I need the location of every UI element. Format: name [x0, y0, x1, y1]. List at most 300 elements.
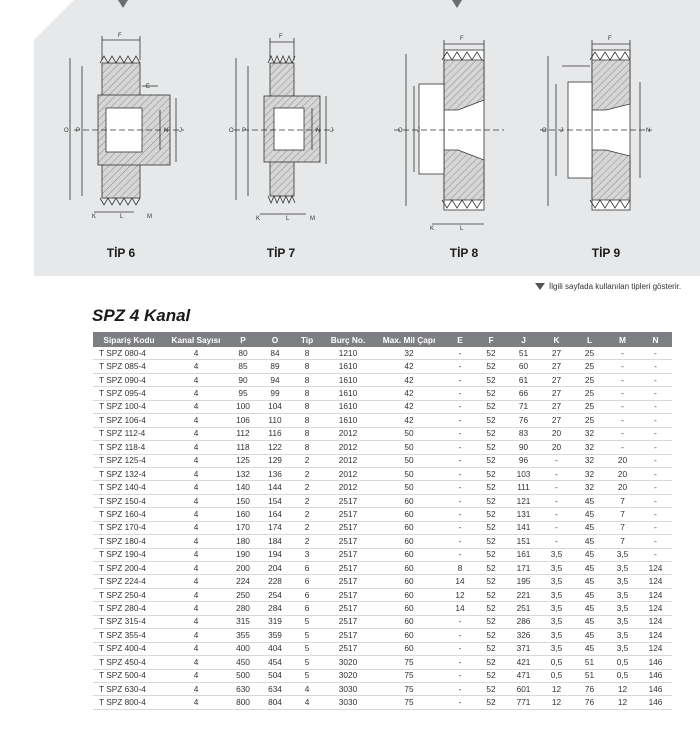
table-cell: 60: [373, 588, 445, 601]
table-cell: 1610: [323, 387, 373, 400]
table-cell: T SPZ 118-4: [93, 441, 165, 454]
table-cell: T SPZ 800-4: [93, 696, 165, 709]
table-cell: -: [445, 414, 475, 427]
table-cell: 4: [165, 387, 227, 400]
table-cell: T SPZ 150-4: [93, 494, 165, 507]
table-cell: -: [606, 387, 639, 400]
table-cell: 27: [540, 414, 573, 427]
table-cell: 75: [373, 669, 445, 682]
table-cell: -: [606, 441, 639, 454]
table-row: [93, 669, 672, 682]
table-row: [93, 615, 672, 628]
table-cell: 3,5: [606, 575, 639, 588]
table-cell: 4: [165, 535, 227, 548]
table-cell: 2: [291, 508, 323, 521]
table-cell: -: [606, 414, 639, 427]
table-cell: 2012: [323, 454, 373, 467]
table-cell: 60: [507, 360, 540, 373]
table-cell: T SPZ 160-4: [93, 508, 165, 521]
svg-text:N: N: [646, 128, 651, 134]
table-cell: 12: [445, 588, 475, 601]
table-cell: 60: [373, 615, 445, 628]
table-cell: 164: [259, 508, 291, 521]
table-cell: 154: [259, 494, 291, 507]
table-cell: 3,5: [606, 562, 639, 575]
table-cell: 51: [573, 656, 606, 669]
column-header: Sipariş Kodu: [93, 332, 165, 347]
table-cell: 204: [259, 562, 291, 575]
column-header: Tip: [291, 332, 323, 347]
table-row: [93, 588, 672, 601]
table-cell: 2: [291, 521, 323, 534]
table-cell: 50: [373, 441, 445, 454]
table-cell: 52: [475, 494, 507, 507]
table-cell: 45: [573, 535, 606, 548]
svg-text:L: L: [120, 214, 124, 220]
svg-text:M: M: [310, 216, 315, 222]
table-cell: 7: [606, 535, 639, 548]
table-cell: 280: [227, 602, 259, 615]
svg-text:K: K: [430, 226, 435, 232]
table-cell: T SPZ 090-4: [93, 373, 165, 386]
table-cell: 60: [373, 521, 445, 534]
table-cell: 129: [259, 454, 291, 467]
table-cell: -: [445, 508, 475, 521]
table-cell: 60: [373, 562, 445, 575]
table-cell: 4: [165, 427, 227, 440]
table-cell: 4: [165, 615, 227, 628]
table-cell: T SPZ 190-4: [93, 548, 165, 561]
table-cell: T SPZ 200-4: [93, 562, 165, 575]
table-cell: 221: [507, 588, 540, 601]
table-cell: -: [639, 387, 672, 400]
table-cell: 4: [165, 441, 227, 454]
table-cell: T SPZ 450-4: [93, 656, 165, 669]
table-cell: 2012: [323, 481, 373, 494]
table-cell: 4: [165, 521, 227, 534]
table-cell: 471: [507, 669, 540, 682]
table-cell: 5: [291, 656, 323, 669]
table-cell: 52: [475, 441, 507, 454]
table-cell: 27: [540, 347, 573, 360]
table-cell: 45: [573, 615, 606, 628]
table-row: [93, 548, 672, 561]
table-cell: -: [445, 615, 475, 628]
table-cell: 52: [475, 575, 507, 588]
table-cell: 4: [165, 588, 227, 601]
svg-text:F: F: [279, 34, 283, 40]
table-cell: -: [639, 414, 672, 427]
table-cell: 8: [291, 373, 323, 386]
table-cell: 160: [227, 508, 259, 521]
table-cell: 504: [259, 669, 291, 682]
table-cell: T SPZ 112-4: [93, 427, 165, 440]
svg-text:O: O: [64, 128, 69, 134]
table-cell: 75: [373, 682, 445, 695]
table-cell: -: [445, 521, 475, 534]
svg-text:F: F: [118, 33, 122, 39]
table-cell: 45: [573, 629, 606, 642]
table-cell: 3,5: [540, 642, 573, 655]
table-cell: 6: [291, 562, 323, 575]
table-cell: 3: [291, 548, 323, 561]
table-cell: 7: [606, 521, 639, 534]
table-cell: 25: [573, 360, 606, 373]
table-cell: 2012: [323, 467, 373, 480]
table-cell: 84: [259, 347, 291, 360]
table-cell: -: [606, 373, 639, 386]
table-cell: 112: [227, 427, 259, 440]
table-cell: -: [540, 481, 573, 494]
table-cell: 3030: [323, 696, 373, 709]
spec-table: [93, 332, 672, 710]
table-cell: 20: [606, 467, 639, 480]
table-row: [93, 373, 672, 386]
table-cell: 500: [227, 669, 259, 682]
table-cell: 144: [259, 481, 291, 494]
table-cell: 52: [475, 588, 507, 601]
table-cell: 76: [573, 696, 606, 709]
table-cell: 151: [507, 535, 540, 548]
table-cell: 103: [507, 467, 540, 480]
table-cell: -: [606, 427, 639, 440]
table-cell: 7: [606, 494, 639, 507]
table-cell: 171: [507, 562, 540, 575]
table-cell: -: [639, 467, 672, 480]
table-row: [93, 508, 672, 521]
table-cell: -: [445, 481, 475, 494]
table-row: [93, 575, 672, 588]
svg-text:M: M: [147, 214, 152, 220]
table-cell: 2517: [323, 494, 373, 507]
table-cell: 52: [475, 347, 507, 360]
table-cell: 4: [165, 562, 227, 575]
table-cell: 52: [475, 682, 507, 695]
table-cell: 1610: [323, 373, 373, 386]
tip8-label: TİP 8: [449, 246, 479, 260]
table-cell: T SPZ 250-4: [93, 588, 165, 601]
table-cell: T SPZ 085-4: [93, 360, 165, 373]
table-cell: 52: [475, 373, 507, 386]
column-header: O: [259, 332, 291, 347]
table-cell: T SPZ 170-4: [93, 521, 165, 534]
table-row: [93, 642, 672, 655]
table-cell: 3,5: [540, 629, 573, 642]
svg-text:E: E: [146, 84, 151, 90]
table-cell: 50: [373, 467, 445, 480]
table-cell: -: [445, 696, 475, 709]
table-cell: 8: [291, 360, 323, 373]
table-cell: 4: [165, 508, 227, 521]
table-cell: -: [639, 521, 672, 534]
table-cell: 83: [507, 427, 540, 440]
table-cell: 60: [373, 535, 445, 548]
table-cell: 51: [507, 347, 540, 360]
table-cell: 116: [259, 427, 291, 440]
table-cell: 104: [259, 400, 291, 413]
table-cell: 359: [259, 629, 291, 642]
table-cell: 8: [291, 427, 323, 440]
table-cell: -: [540, 535, 573, 548]
table-cell: 45: [573, 494, 606, 507]
table-cell: 32: [573, 467, 606, 480]
table-cell: 2517: [323, 562, 373, 575]
table-cell: 146: [639, 696, 672, 709]
table-cell: 94: [259, 373, 291, 386]
table-cell: 315: [227, 615, 259, 628]
table-cell: 2: [291, 467, 323, 480]
table-cell: 52: [475, 454, 507, 467]
table-row: [93, 360, 672, 373]
table-cell: 2517: [323, 615, 373, 628]
svg-text:O: O: [229, 128, 234, 134]
column-header: N: [639, 332, 672, 347]
table-body: [93, 347, 672, 709]
table-cell: 2: [291, 535, 323, 548]
svg-text:K: K: [92, 214, 97, 220]
table-cell: 4: [165, 454, 227, 467]
table-cell: 4: [165, 347, 227, 360]
table-cell: 8: [291, 387, 323, 400]
table-cell: 52: [475, 535, 507, 548]
table-cell: 0,5: [606, 656, 639, 669]
table-cell: 52: [475, 696, 507, 709]
table-cell: 96: [507, 454, 540, 467]
table-header-row: [93, 332, 672, 347]
table-cell: -: [606, 360, 639, 373]
table-cell: -: [445, 400, 475, 413]
table-cell: 8: [291, 441, 323, 454]
table-cell: 100: [227, 400, 259, 413]
table-cell: 1610: [323, 360, 373, 373]
table-cell: 122: [259, 441, 291, 454]
table-cell: 124: [639, 575, 672, 588]
table-cell: 25: [573, 414, 606, 427]
table-cell: 4: [165, 682, 227, 695]
table-cell: T SPZ 280-4: [93, 602, 165, 615]
table-row: [93, 467, 672, 480]
table-cell: -: [445, 441, 475, 454]
table-cell: 2517: [323, 642, 373, 655]
table-cell: -: [639, 441, 672, 454]
table-cell: 2517: [323, 548, 373, 561]
table-cell: 2517: [323, 535, 373, 548]
table-cell: 90: [227, 373, 259, 386]
table-cell: -: [606, 347, 639, 360]
table-cell: 284: [259, 602, 291, 615]
table-cell: 12: [606, 682, 639, 695]
table-row: [93, 400, 672, 413]
table-cell: 132: [227, 467, 259, 480]
table-cell: 3,5: [606, 588, 639, 601]
table-cell: 110: [259, 414, 291, 427]
type-note: [535, 282, 681, 291]
table-cell: 111: [507, 481, 540, 494]
diagram-panel: [34, 0, 700, 276]
table-cell: 52: [475, 414, 507, 427]
table-cell: 800: [227, 696, 259, 709]
table-cell: T SPZ 132-4: [93, 467, 165, 480]
table-cell: 14: [445, 602, 475, 615]
table-row: [93, 387, 672, 400]
table-cell: 90: [507, 441, 540, 454]
table-cell: 76: [573, 682, 606, 695]
table-cell: -: [445, 387, 475, 400]
table-cell: -: [639, 400, 672, 413]
column-header: J: [507, 332, 540, 347]
table-cell: -: [445, 373, 475, 386]
svg-text:L: L: [460, 226, 464, 232]
table-cell: 52: [475, 562, 507, 575]
table-cell: 52: [475, 360, 507, 373]
table-row: [93, 414, 672, 427]
table-cell: -: [445, 467, 475, 480]
table-cell: 4: [165, 642, 227, 655]
table-cell: 14: [445, 575, 475, 588]
table-cell: -: [445, 427, 475, 440]
svg-text:J: J: [330, 128, 333, 134]
table-cell: 75: [373, 656, 445, 669]
table-cell: 25: [573, 387, 606, 400]
table-cell: T SPZ 180-4: [93, 535, 165, 548]
table-cell: 3,5: [606, 642, 639, 655]
tip6-label: TİP 6: [106, 246, 136, 260]
table-cell: 140: [227, 481, 259, 494]
table-cell: -: [445, 347, 475, 360]
table-cell: 52: [475, 481, 507, 494]
table-cell: T SPZ 100-4: [93, 400, 165, 413]
table-cell: -: [540, 521, 573, 534]
table-cell: 12: [540, 682, 573, 695]
table-cell: -: [639, 454, 672, 467]
table-cell: 60: [373, 629, 445, 642]
table-cell: 3,5: [606, 615, 639, 628]
table-cell: 85: [227, 360, 259, 373]
svg-text:N: N: [164, 128, 169, 134]
table-cell: 20: [540, 427, 573, 440]
table-cell: T SPZ 095-4: [93, 387, 165, 400]
table-cell: 601: [507, 682, 540, 695]
column-header: L: [573, 332, 606, 347]
table-row: [93, 602, 672, 615]
table-cell: 4: [165, 575, 227, 588]
table-cell: -: [639, 508, 672, 521]
table-cell: 32: [573, 454, 606, 467]
table-cell: 4: [165, 669, 227, 682]
table-cell: 3020: [323, 656, 373, 669]
table-cell: T SPZ 106-4: [93, 414, 165, 427]
table-cell: 251: [507, 602, 540, 615]
table-cell: 45: [573, 548, 606, 561]
table-cell: 136: [259, 467, 291, 480]
table-cell: 6: [291, 588, 323, 601]
table-cell: 3,5: [606, 548, 639, 561]
svg-text:J: J: [560, 128, 563, 134]
table-cell: 12: [606, 696, 639, 709]
table-cell: 52: [475, 615, 507, 628]
table-cell: -: [639, 360, 672, 373]
table-cell: 8: [291, 414, 323, 427]
svg-text:P: P: [242, 128, 247, 134]
table-cell: 200: [227, 562, 259, 575]
table-cell: 146: [639, 656, 672, 669]
table-cell: 1610: [323, 414, 373, 427]
table-cell: 4: [165, 414, 227, 427]
table-cell: 174: [259, 521, 291, 534]
table-cell: 124: [639, 642, 672, 655]
table-cell: 52: [475, 642, 507, 655]
table-cell: 2: [291, 454, 323, 467]
table-cell: 32: [573, 427, 606, 440]
table-cell: 4: [165, 548, 227, 561]
svg-text:F: F: [460, 36, 464, 42]
table-cell: 0,5: [540, 656, 573, 669]
table-row: [93, 454, 672, 467]
table-cell: 12: [540, 696, 573, 709]
table-cell: 254: [259, 588, 291, 601]
table-cell: 371: [507, 642, 540, 655]
table-cell: 2517: [323, 602, 373, 615]
column-header: M: [606, 332, 639, 347]
table-cell: 7: [606, 508, 639, 521]
table-cell: 52: [475, 629, 507, 642]
table-cell: 20: [606, 454, 639, 467]
column-header: E: [445, 332, 475, 347]
svg-text:L: L: [286, 216, 290, 222]
table-cell: 61: [507, 373, 540, 386]
table-cell: 45: [573, 521, 606, 534]
table-cell: -: [445, 454, 475, 467]
table-row: [93, 535, 672, 548]
table-row: [93, 656, 672, 669]
table-cell: 630: [227, 682, 259, 695]
table-cell: 4: [291, 696, 323, 709]
table-cell: 146: [639, 669, 672, 682]
table-cell: -: [445, 642, 475, 655]
table-cell: 4: [165, 656, 227, 669]
table-cell: -: [540, 494, 573, 507]
table-cell: 146: [639, 682, 672, 695]
table-cell: T SPZ 224-4: [93, 575, 165, 588]
table-cell: 2: [291, 481, 323, 494]
table-cell: 27: [540, 400, 573, 413]
table-cell: 20: [540, 441, 573, 454]
table-cell: 45: [573, 508, 606, 521]
table-cell: 5: [291, 629, 323, 642]
pulley-drawings: [34, 0, 700, 276]
table-cell: 52: [475, 669, 507, 682]
column-header: Burç No.: [323, 332, 373, 347]
table-cell: -: [445, 548, 475, 561]
table-cell: 124: [639, 629, 672, 642]
table-cell: 3030: [323, 682, 373, 695]
table-cell: T SPZ 630-4: [93, 682, 165, 695]
table-cell: 6: [291, 602, 323, 615]
table-cell: 4: [165, 467, 227, 480]
table-cell: 131: [507, 508, 540, 521]
table-cell: 195: [507, 575, 540, 588]
table-cell: 2517: [323, 629, 373, 642]
tip7-drawing: [234, 38, 334, 214]
column-header: Max. Mil Çapı: [373, 332, 445, 347]
table-cell: 3,5: [540, 615, 573, 628]
table-cell: 52: [475, 508, 507, 521]
table-cell: 45: [573, 588, 606, 601]
table-cell: 2517: [323, 508, 373, 521]
table-cell: 2012: [323, 441, 373, 454]
table-cell: 0,5: [540, 669, 573, 682]
table-cell: 326: [507, 629, 540, 642]
